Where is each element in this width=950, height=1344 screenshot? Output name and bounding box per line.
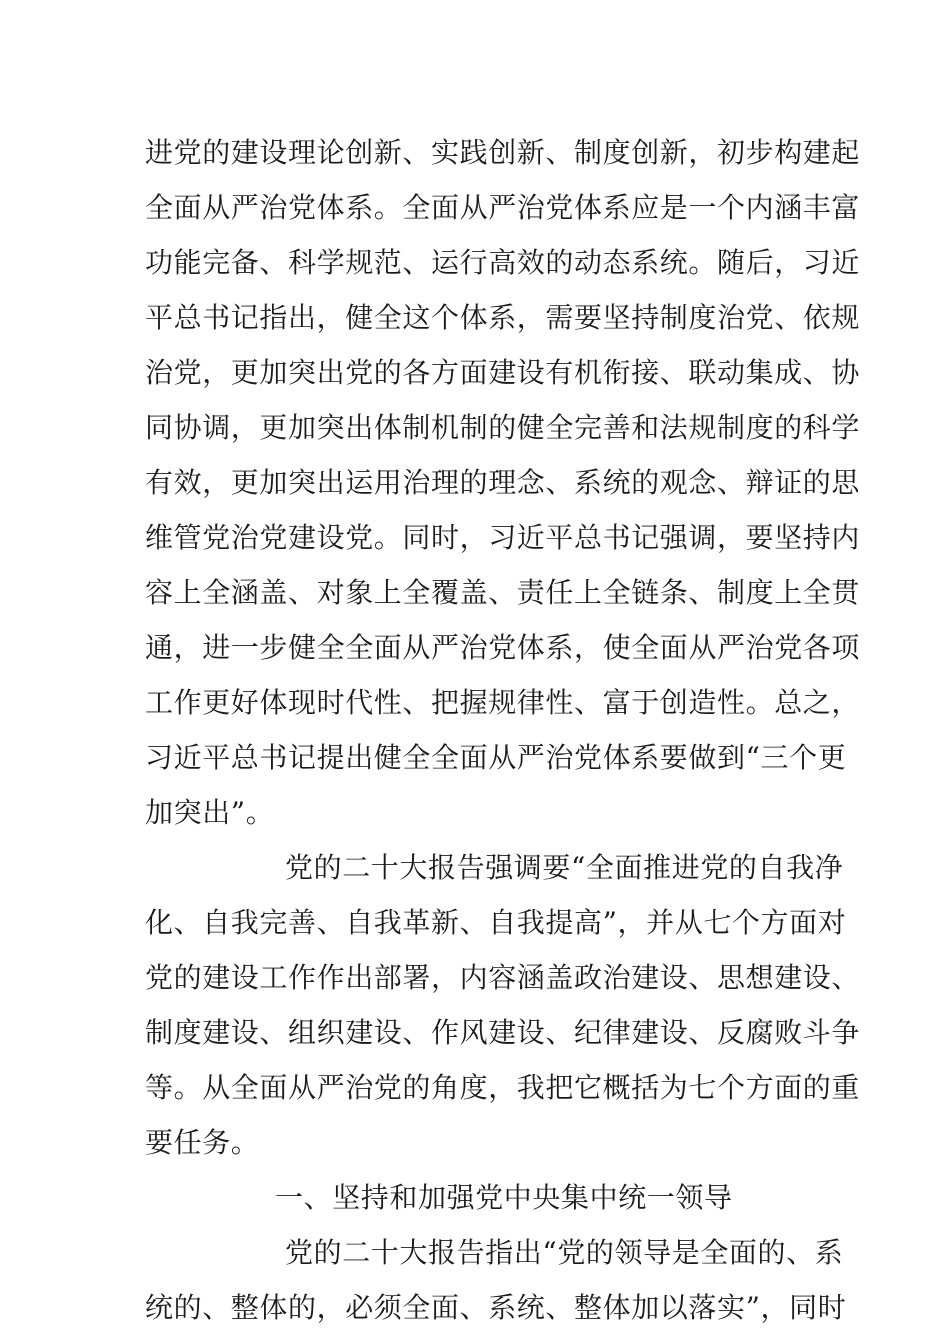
section-heading: 一、坚持和加强党中央集中统一领导: [275, 1181, 733, 1214]
text-line: 通，进一步健全全面从严治党体系，使全面从严治党各项: [145, 631, 861, 664]
text-line: 加突出”。: [145, 796, 275, 829]
text-line: 制度建设、组织建设、作风建设、纪律建设、反腐败斗争: [145, 1016, 861, 1049]
text-line: 全面从严治党体系。全面从严治党体系应是一个内涵丰富: [145, 191, 861, 224]
text-line: 有效，更加突出运用治理的理念、系统的观念、辩证的思: [145, 466, 861, 499]
text-line: 容上全涵盖、对象上全覆盖、责任上全链条、制度上全贯: [145, 576, 861, 609]
text-line: 维管党治党建设党。同时，习近平总书记强调，要坚持内: [145, 521, 861, 554]
text-line: 同协调，更加突出体制机制的健全完善和法规制度的科学: [145, 411, 861, 444]
text-line: 化、自我完善、自我革新、自我提高”，并从七个方面对: [145, 906, 847, 939]
text-line: 统的、整体的，必须全面、系统、整体加以落实”，同时: [145, 1291, 847, 1324]
text-line: 平总书记指出，健全这个体系，需要坚持制度治党、依规: [145, 301, 861, 334]
text-line: 工作更好体现时代性、把握规律性、富于创造性。总之，: [145, 686, 861, 719]
text-line: 治党，更加突出党的各方面建设有机衔接、联动集成、协: [145, 356, 861, 389]
text-line: 功能完备、科学规范、运行高效的动态系统。随后，习近: [145, 246, 861, 279]
text-line: 进党的建设理论创新、实践创新、制度创新，初步构建起: [145, 136, 861, 169]
text-line: 要任务。: [145, 1126, 260, 1159]
paragraph-first-line: 党的二十大报告强调要“全面推进党的自我净: [285, 851, 844, 884]
text-line: 等。从全面从严治党的角度，我把它概括为七个方面的重: [145, 1071, 861, 1104]
paragraph-first-line: 党的二十大报告指出“党的领导是全面的、系: [285, 1236, 844, 1269]
text-line: 党的建设工作作出部署，内容涵盖政治建设、思想建设、: [145, 961, 861, 994]
text-line: 习近平总书记提出健全全面从严治党体系要做到“三个更: [145, 741, 847, 774]
